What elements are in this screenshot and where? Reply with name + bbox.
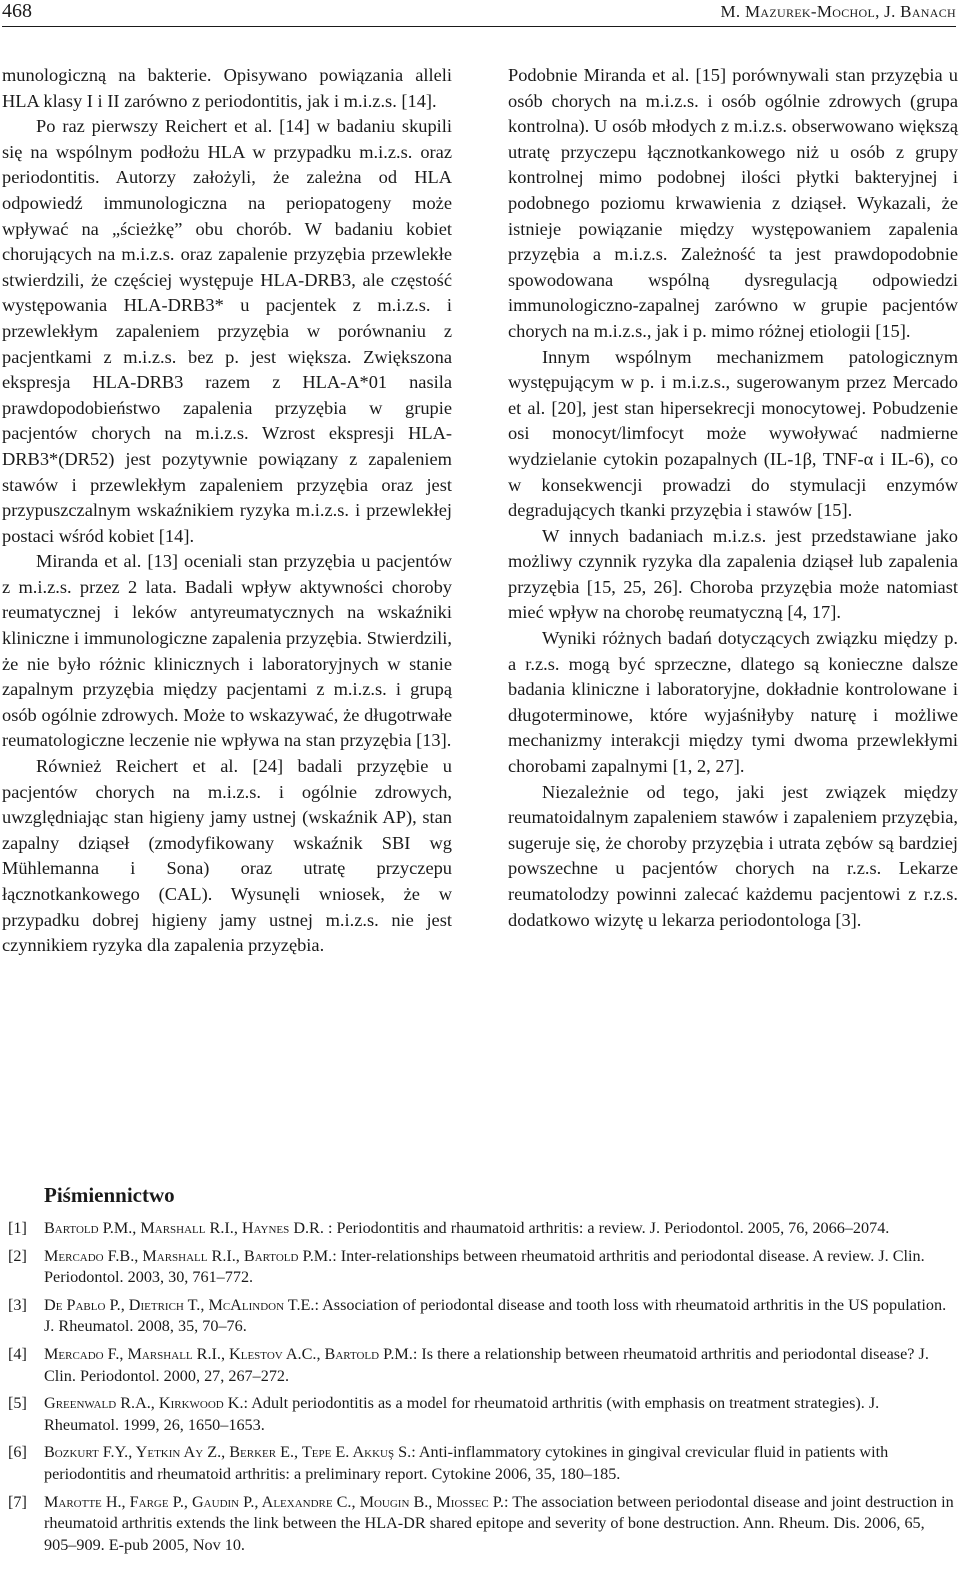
paragraph: Również Reichert et al. [24] badali przyzębie u pacjentów chorych na m.i.z.s. i ogólnie zdrowych, uwzględniając stan higieny jamy ustnej (wskaźnik AP), stan zapalny dziąseł (zmodyfikowany wskaźnik SBI wg Mühlemanna i Sona) oraz utratę przyczepu łącznotkankowego (CAL). Wysunęli wniosek, że w przypadku dobrej higieny jamy ustnej m.i.z.s. nie jest czynnikiem ryzyka dla zapalenia przyzębia. — [2, 756, 452, 956]
reference-number: [4] — [8, 1344, 27, 1363]
reference-number: [7] — [8, 1492, 27, 1511]
reference-text: : Periodontitis and rhaumatoid arthritis: a review. J. Periodontol. 2005, 76, 2066–2074. — [323, 1219, 890, 1237]
references-heading: Piśmiennictwo — [44, 1183, 175, 1207]
reference-authors: Greenwald R.A., Kirkwood K. — [44, 1394, 244, 1413]
reference-authors: Bozkurt F.Y., Yetkin Ay Z., Berker E., Tepe E. Akkuş S. — [44, 1443, 412, 1462]
reference-item — [8, 1442, 958, 1485]
reference-text: : Association of periodontal disease and tooth loss with rheumatoid arthritis in the US population. J. Rheumatol. 2008, 35, 70–76. — [44, 1295, 947, 1336]
reference-text: : Anti-inflammatory cytokines in gingival crevicular fluid in patients with periodontitis and rheumatoid arthritis: a preliminary report. Cytokine 2006, 35, 180–185. — [44, 1443, 889, 1483]
reference-item — [8, 1393, 958, 1436]
paragraph: Innym wspólnym mechanizmem patologicznym występującym w p. i m.i.z.s., sugerowanym przez Mercado et al. [20], jest stan hipersekrecji monocytowej. Pobudzenie osi monocyt/limfocyt może wywoływać nadmierne wydzielanie cytokin pozapalnych (IL-1β, TNF-α i IL-6), co w konsekwencji prowadzi do stymulacji enzymów degradujących tkanki przyzębia i stawów [15]. — [508, 346, 958, 521]
reference-list — [8, 1218, 958, 1562]
reference-item — [8, 1295, 958, 1338]
reference-text: : Is there a relationship between rheumatoid arthritis and periodontal disease? J. Clin. Periodontol. 2000, 27, 267–272. — [44, 1344, 929, 1385]
reference-authors: Bartold P.M., Marshall R.I., Haynes D.R. — [44, 1219, 324, 1237]
paragraph: Niezależnie od tego, jaki jest związek między reumatoidalnym zapaleniem stawów i zapaleniem przyzębia, sugeruje się, że choroby przyzębia i utrata zębów są bardziej powszechne u pacjentów chorych na r.z.s. Lekarze reumatolodzy powinni zalecać każdemu pacjentowi z r.z.s. dodatkowo wizytę u lekarza periodontologa [3]. — [508, 781, 958, 930]
left-text-column — [2, 63, 452, 959]
page-header — [2, 0, 956, 27]
reference-item — [8, 1246, 958, 1289]
reference-authors: Mercado F.B., Marshall R.I., Bartold P.M. — [44, 1246, 333, 1265]
reference-authors: De Pablo P., Dietrich T., McAlindon T.E. — [44, 1295, 315, 1314]
reference-number: [5] — [8, 1394, 27, 1413]
paragraph: Wyniki różnych badań dotyczących związku między p. a r.z.s. mogą być sprzeczne, dlatego są konieczne dalsze badania kliniczne i laboratoryjne, dokładnie kontrolowane i długoterminowe, które wyjaśniłyby naturę i możliwe mechanizmy interakcji między tymi dwoma przewlekłymi chorobami zapalnymi [1, 2, 27]. — [508, 628, 958, 777]
reference-number: [3] — [8, 1295, 27, 1314]
reference-item — [8, 1492, 958, 1557]
right-text-column — [508, 63, 958, 933]
paragraph: W innych badaniach m.i.z.s. jest przedstawiane jako możliwy czynnik ryzyka dla zapalenia dziąseł lub zapalenia przyzębia [15, 25, 26]. Choroba przyzębia może natomiast mieć wpływ na chorobę reumatyczną [4, 17]. — [508, 525, 958, 623]
reference-number: [6] — [8, 1443, 27, 1462]
page-number: 468 — [2, 0, 32, 22]
reference-text: : Inter-relationships between rheumatoid arthritis and periodontal disease. A review. J. Clin. Periodontol. 2003, 30, 761–772. — [44, 1246, 925, 1287]
reference-authors: Mercado F., Marshall R.I., Klestov A.C., Bartold P.M. — [44, 1344, 413, 1363]
reference-text: : The association between periodontal disease and joint destruction in rheumatoid arthritis extends the link between the HLA-DR shared epitope and severity of bone destruction. Ann. Rheum. Dis. 2006, 65, 905–909. E-pub 2005, Nov 10. — [44, 1492, 954, 1554]
running-head-authors: M. Mazurek-Mochol, J. Banach — [720, 2, 956, 21]
paragraph: munologiczną na bakterie. Opisywano powiązania alleli HLA klasy I i II zarówno z periodontitis, jak i m.i.z.s. [14]. — [2, 65, 452, 111]
reference-item — [8, 1344, 958, 1387]
reference-number: [2] — [8, 1246, 27, 1265]
paragraph: Miranda et al. [13] oceniali stan przyzębia u pacjentów z m.i.z.s. przez 2 lata. Badali wpływ aktywności choroby reumatycznej i leków antyreumatycznych na wskaźniki kliniczne i immunologiczne zapalenia przyzębia. Stwierdzili, że nie było różnic klinicznych i laboratoryjnych w stanie zapalnym przyzębia między pacjentami z m.i.z.s. i grupą osób ogólnie zdrowych. Może to wskazywać, że długotrwałe reumatologiczne leczenie nie wpływa na stan przyzębia [13]. — [2, 551, 452, 751]
reference-text: : Adult periodontitis as a model for rheumatoid arthritis (with emphasis on treatment strategies). J. Rheumatol. 1999, 26, 1650–1653. — [44, 1394, 880, 1434]
paragraph: Po raz pierwszy Reichert et al. [14] w badaniu skupili się na wspólnym podłożu HLA w przypadku m.i.z.s. oraz periodontitis. Autorzy założyli, że zależna od HLA odpowiedź immunologiczna na periopatogeny może wpływać na „ścieżkę” obu chorób. W badaniu kobiet chorujących na m.i.z.s. oraz zapalenie przyzębia przewlekłe stwierdzili, że częściej występuje HLA-DRB3, ale częstość występowania HLA-DRB3* u pacjentek z m.i.z.s. i przewlekłym zapaleniem przyzębia w porównaniu z pacjentkami z m.i.z.s. bez p. jest większa. Zwiększona ekspresja HLA-DRB3 razem z HLA-A*01 nasila prawdopodobieństwo zapalenia przyzębia w grupie pacjentów chorych na m.i.z.s. Wzrost ekspresji HLA-DRB3*(DR52) jest pozytywnie powiązany z zapaleniem stawów i przewlekłym zapaleniem przyzębia oraz jest przypuszczalnym wskaźnikiem ryzyka m.i.z.s. i przewlekłej postaci wśród kobiet [14]. — [2, 116, 452, 546]
reference-number: [1] — [8, 1219, 27, 1237]
paragraph: Podobnie Miranda et al. [15] porównywali stan przyzębia u osób chorych na m.i.z.s. i osób ogólnie zdrowych (grupa kontrolna). U osób młodych z m.i.z.s. obserwowano większą utratę przyczepu łącznotkankowego niż u osób z grupy kontrolnej mimo podobnej ilości płytki bakteryjnej i podobnego poziomu krwawienia z dziąseł. Wykazali, że istnieje powiązanie między występowaniem zapalenia przyzębia a m.i.z.s. Zależność ta jest prawdopodobnie spowodowana wspólną dysregulacją odpowiedzi immunologiczno-zapalnej zarówno w grupie pacjentów chorych na m.i.z.s., jak i p. mimo różnej etiologii [15]. — [508, 65, 958, 341]
reference-item — [8, 1218, 958, 1240]
reference-authors: Marotte H., Farge P., Gaudin P., Alexandre C., Mougin B., Miossec P. — [44, 1492, 504, 1511]
